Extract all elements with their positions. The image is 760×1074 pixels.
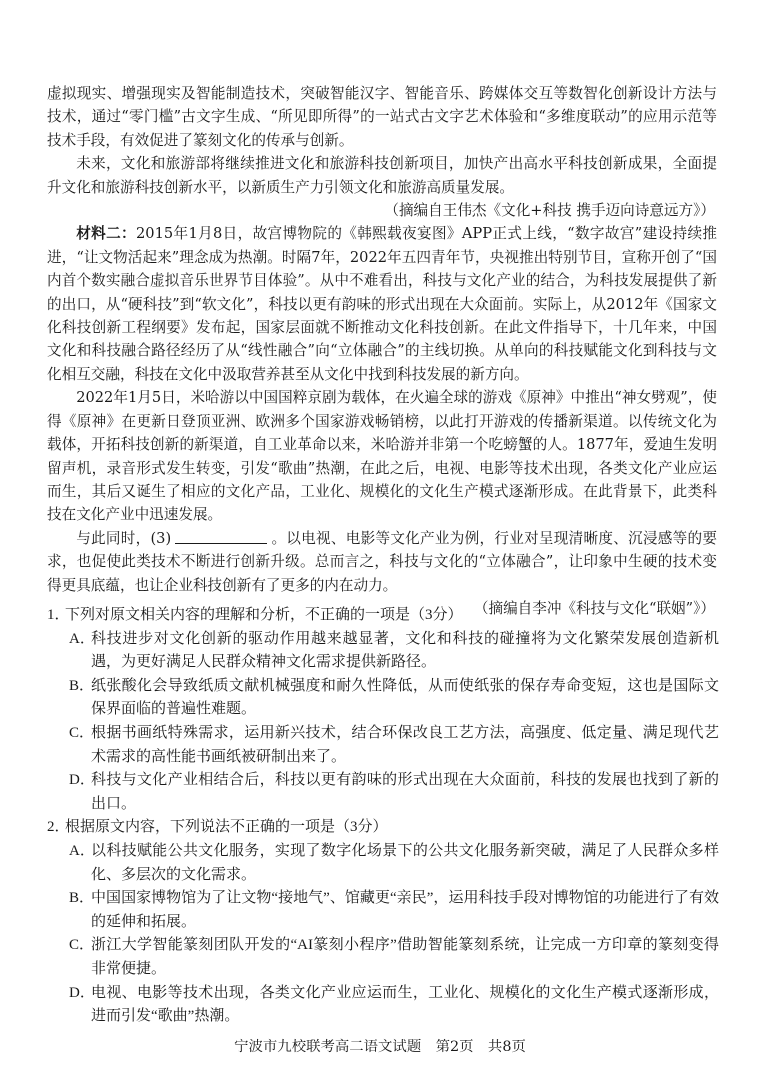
question-number: 2． <box>47 819 70 836</box>
option-text: 电视、电影等技术出现，各类文化产业应运而生，工业化、规模化的文化生产模式逐渐形成，进而引发“歌曲”热潮。 <box>91 984 719 1025</box>
question-list <box>47 604 719 1029</box>
option-b[interactable] <box>47 887 719 934</box>
answer-blank[interactable] <box>175 528 267 544</box>
option-letter: D． <box>69 984 95 1001</box>
passage-text: 与此同时，(3) <box>76 529 172 547</box>
source-citation: （摘编自王伟杰《文化+科技 携手迈向诗意远方》） <box>384 202 715 220</box>
option-a[interactable] <box>47 628 719 675</box>
option-letter: C． <box>69 937 95 954</box>
option-letter: A． <box>69 630 95 647</box>
question-text: 根据原文内容，下列说法不正确的一项是（3分） <box>65 819 388 836</box>
option-b[interactable] <box>47 675 719 722</box>
option-d[interactable] <box>47 769 719 816</box>
option-letter: B． <box>69 890 95 907</box>
option-text: 中国国家博物馆为了让文物“接地气”、馆藏更“亲民”，运用科技手段对博物馆的功能进行了有效的延伸和拓展。 <box>91 890 719 930</box>
question-2 <box>47 816 719 1028</box>
passage-text: 。以电视、电影等文化产业为例，行业对呈现清晰度、沉浸感等的要求，也促使此类技术不断进行创新升级。总而言之，科技与文化的“立体融合”，让印象中生硬的技术变得更具底蕴，也让企业科技创新有了更多的内在动力。 <box>47 529 717 594</box>
option-letter: D． <box>69 772 95 789</box>
option-text: 科技进步对文化创新的驱动作用越来越显著，文化和科技的碰撞将为文化繁荣发展创造新机遇，为更好满足人民群众精神文化需求提供新路径。 <box>91 630 719 671</box>
question-1 <box>47 604 719 816</box>
question-text: 下列对原文相关内容的理解和分析，不正确的一项是（3分） <box>65 607 463 623</box>
source-citation: （摘编自李冲《科技与文化“联姻”》） <box>473 599 715 617</box>
option-text: 纸张酸化会导致纸质文献机械强度和耐久性降低，从而使纸张的保存寿命变短，这也是国际文保界面临的普遍性难题。 <box>91 677 719 718</box>
passage-paragraph: 未来，文化和旅游部将继续推进文化和旅游科技创新项目，加快产出高水平科技创新成果，全面提升文化和旅游科技创新水平，以新质生产力引领文化和旅游高质量发展。 <box>47 155 717 196</box>
option-text: 根据书画纸特殊需求，运用新兴技术，结合环保改良工艺方法，高强度、低定量、满足现代艺术需求的高性能书画纸被研制出来了。 <box>91 724 719 765</box>
option-c[interactable] <box>47 934 719 981</box>
reading-passage <box>47 82 717 620</box>
passage-text: 2015年1月8日，故宫博物院的《韩熙载夜宴图》APP正式上线，“数字故宫”建设持续推进，“让文物活起来”理念成为热潮。时隔7年，2022年五四青年节，央视推出特别节目，宣称开创了“国内首个数实融合虚拟音乐世界节目体验”。从中不难看出，科技与文化产业的结合，为科技发展提供了新的出口，从“硬科技”到“软文化”，科技以更有韵味的形式出现在大众面前。实际上，从2012年《国家文化科技创新工程纲要》发布起，国家层面就不断推动文化科技创新。在此文件指导下，十几年来，中国文化和科技融合路径经历了从“线性融合”向“立体融合”的主线切换。从单向的科技赋能文化到科技与文化相互交融，科技在文化中汲取营养甚至从文化中找到科技发展的新方向。 <box>47 225 717 383</box>
question-stem <box>47 604 719 628</box>
passage-paragraph: 2022年1月5日，米哈游以中国国粹京剧为载体，在火遍全球的游戏《原神》中推出“神女劈观”，使得《原神》在更新日登顶亚洲、欧洲多个国家游戏畅销榜，以此打开游戏的传播新渠道。以传统文化为载体，开拓科技创新的新渠道，自工业革命以来，米哈游并非第一个吃螃蟹的人。1877年，爱迪生发明留声机，录音形式发生转变，引发“歌曲”热潮，在此之后，电视、电影等技术出现，各类文化产业应运而生，其后又诞生了相应的文化产品，工业化、规模化的文化生产模式逐渐形成。在此背景下，此类科技在文化产业中迅速发展。 <box>47 389 717 524</box>
material-label: 材料二： <box>76 225 136 243</box>
option-a[interactable] <box>47 840 719 887</box>
passage-paragraph: 虚拟现实、增强现实及智能制造技术，突破智能汉字、智能音乐、跨媒体交互等数智化创新设计方法与技术，通过“零门槛”古文字生成、“所见即所得”的一站式古文字艺术体验和“多维度联动”的应用示范等技术手段，有效促进了篆刻文化的传承与创新。 <box>47 85 717 149</box>
material-two-paragraph <box>47 222 717 386</box>
option-letter: C． <box>69 724 95 741</box>
option-text: 以科技赋能公共文化服务，实现了数字化场景下的公共文化服务新突破，满足了人民群众多样化、多层次的文化需求。 <box>91 842 719 883</box>
option-text: 浙江大学智能篆刻团队开发的“AI篆刻小程序”借助智能篆刻系统，让完成一方印章的篆刻变得非常便捷。 <box>91 937 719 977</box>
option-letter: A． <box>69 842 95 859</box>
page-footer: 宁波市九校联考高二语文试题 第2页 共8页 <box>234 1039 526 1055</box>
option-letter: B． <box>69 677 95 694</box>
option-d[interactable] <box>47 982 719 1029</box>
question-number: 1． <box>47 607 70 623</box>
fill-blank-paragraph <box>47 527 717 597</box>
option-text: 科技与文化产业相结合后，科技以更有韵味的形式出现在大众面前，科技的发展也找到了新的出口。 <box>91 772 719 812</box>
option-c[interactable] <box>47 722 719 769</box>
question-stem <box>47 816 719 840</box>
